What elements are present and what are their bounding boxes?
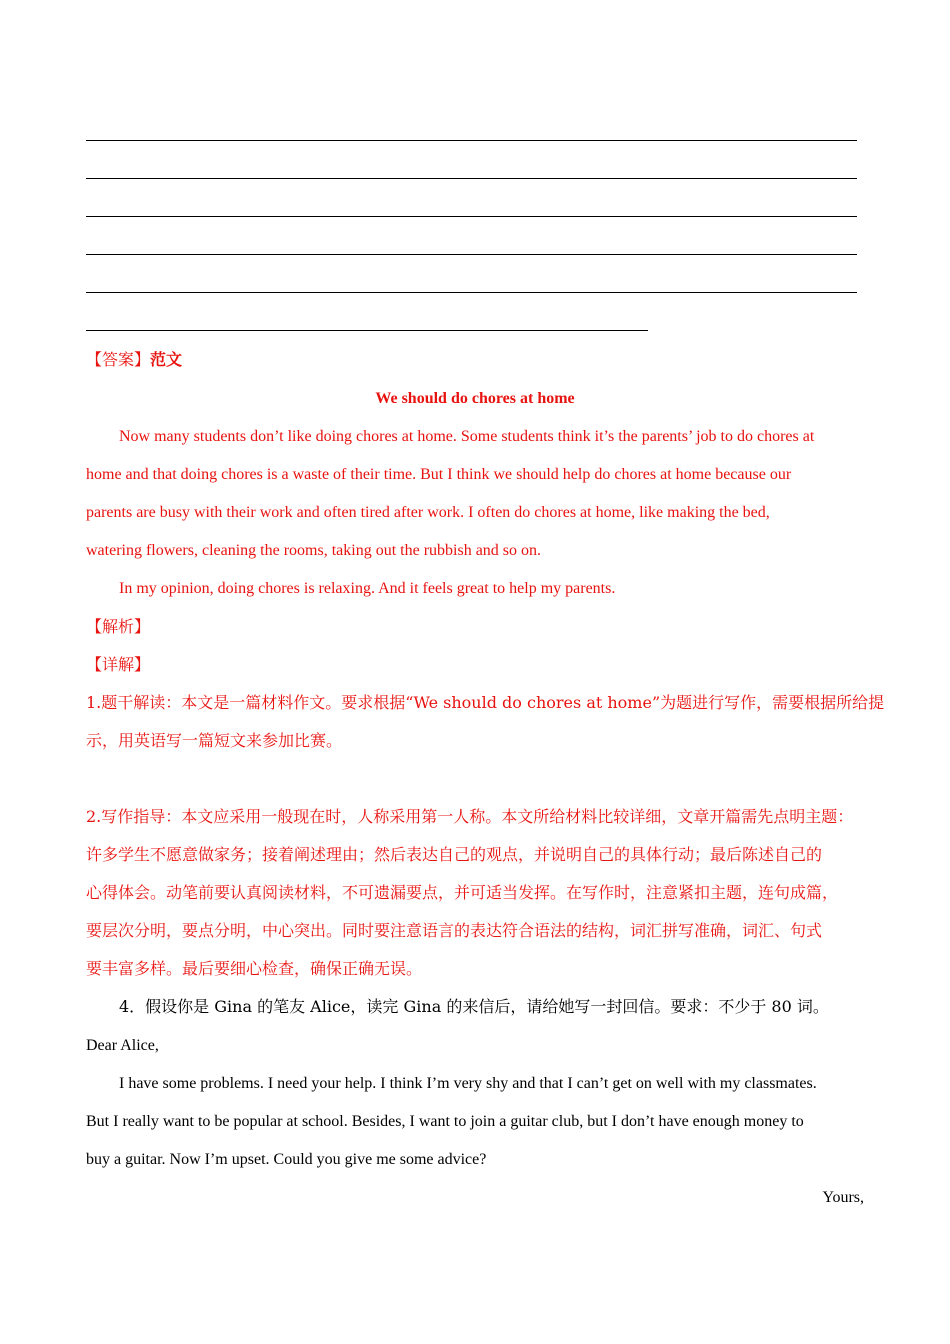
writing-line bbox=[86, 178, 857, 179]
letter-line: I have some problems. I need your help. I think I’m very shy and that I can’t get on well with my classmates. bbox=[119, 1075, 817, 1092]
detail-label: 【详解】 bbox=[86, 655, 151, 674]
writing-line bbox=[86, 140, 857, 141]
answer-text-label: 范文 bbox=[150, 350, 183, 369]
detail-point1-line: 示，用英语写一篇短文来参加比赛。 bbox=[86, 731, 343, 750]
letter-line: buy a guitar. Now I’m upset. Could you give me some advice? bbox=[86, 1151, 487, 1168]
detail-point2-line: 要层次分明，要点分明，中心突出。同时要注意语言的表达符合语法的结构，词汇拼写准确，词汇、句式 bbox=[86, 921, 823, 940]
answer-bracket-label: 【答案】 bbox=[86, 350, 151, 369]
essay-line: In my opinion, doing chores is relaxing. And it feels great to help my parents. bbox=[119, 580, 616, 597]
letter-greeting: Dear Alice, bbox=[86, 1037, 159, 1054]
detail-point2-line: 心得体会。动笔前要认真阅读材料，不可遗漏要点，并可适当发挥。在写作时，注意紧扣主题，连句成篇， bbox=[86, 883, 839, 902]
detail-point2-line: 许多学生不愿意做家务；接着阐述理由；然后表达自己的观点，并说明自己的具体行动；最后陈述自己的 bbox=[86, 845, 823, 864]
letter-line: But I really want to be popular at school. Besides, I want to join a guitar club, but I don’t have enough money to bbox=[86, 1113, 804, 1130]
writing-line bbox=[86, 292, 857, 293]
detail-point2-line: 2.写作指导：本文应采用一般现在时，人称采用第一人称。本文所给材料比较详细，文章开篇需先点明主题： bbox=[86, 807, 854, 826]
essay-line: home and that doing chores is a waste of their time. But I think we should help do chores at home because our bbox=[86, 466, 792, 483]
answer-label bbox=[86, 349, 182, 371]
essay-line: watering flowers, cleaning the rooms, taking out the rubbish and so on. bbox=[86, 542, 542, 559]
analysis-label: 【解析】 bbox=[86, 617, 151, 636]
writing-line bbox=[86, 216, 857, 217]
essay-line: Now many students don’t like doing chores at home. Some students think it’s the parents’ job to do chores at bbox=[119, 428, 815, 445]
essay-title: We should do chores at home bbox=[375, 390, 575, 407]
question-4-prompt: 4．假设你是 Gina 的笔友 Alice，读完 Gina 的来信后，请给她写一封回信。要求：不少于 80 词。 bbox=[119, 997, 829, 1016]
writing-line bbox=[86, 330, 648, 331]
detail-point1-line: 1.题干解读：本文是一篇材料作文。要求根据“We should do chores at home”为题进行写作，需要根据所给提 bbox=[86, 693, 885, 712]
letter-closing: Yours, bbox=[822, 1189, 864, 1206]
essay-line: parents are busy with their work and often tired after work. I often do chores at home, like making the bed, bbox=[86, 504, 770, 521]
writing-line bbox=[86, 254, 857, 255]
detail-point2-line: 要丰富多样。最后要细心检查，确保正确无误。 bbox=[86, 959, 423, 978]
